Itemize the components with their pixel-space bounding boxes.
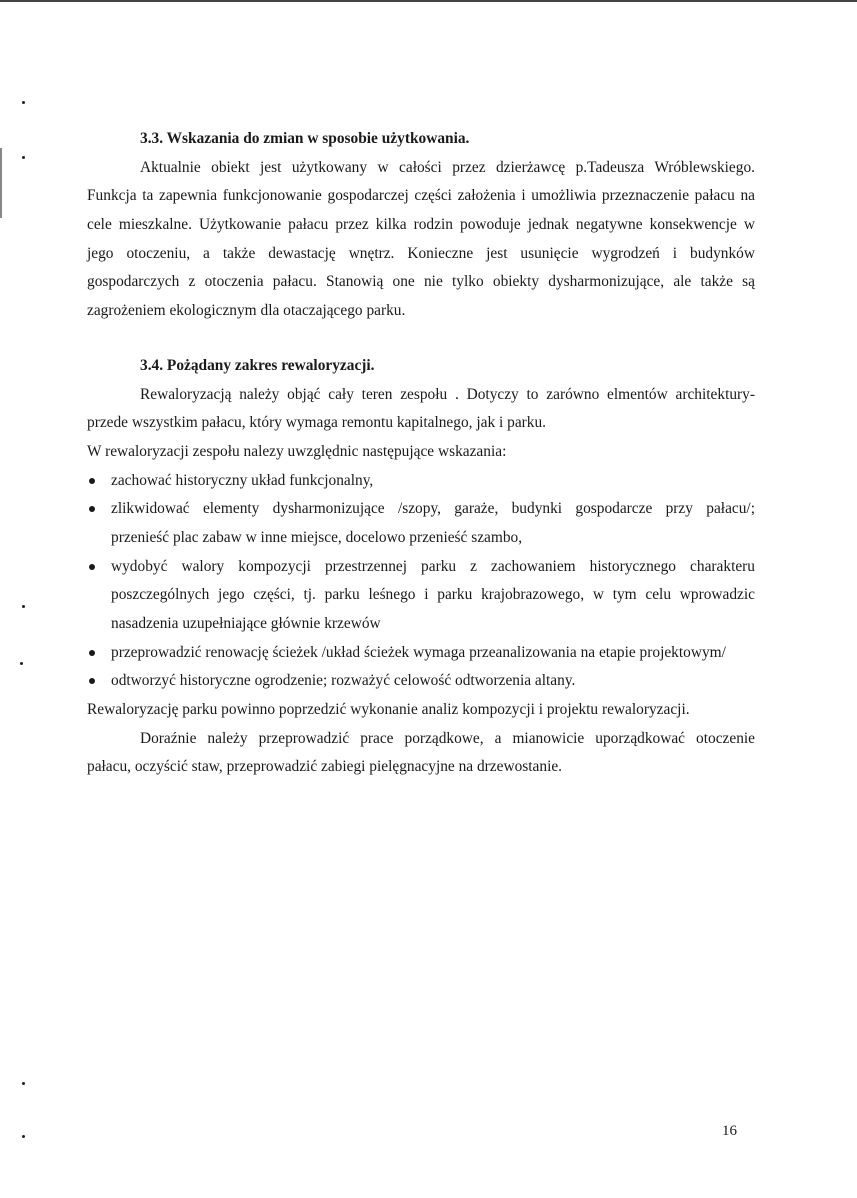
list-item-text: wydobyć walory kompozycji przestrzennej parku z zachowaniem historycznego charakteru xyxy=(111,557,755,575)
scan-speck xyxy=(20,662,23,665)
list-item xyxy=(87,639,755,668)
section-heading-3-3: 3.3. Wskazania do zmian w sposobie użytkowania. xyxy=(140,130,470,147)
scan-speck xyxy=(22,1082,25,1085)
list-item xyxy=(87,667,755,696)
document-page xyxy=(87,125,755,782)
list-item-text: zlikwidować elementy dysharmonizujące /szopy, garaże, budynki gospodarcze przy pałacu/; xyxy=(111,500,755,518)
paragraph-line: cele mieszkalne. Użytkowanie pałacu przez kilka rodzin powoduje jednak negatywne konsekwencje w xyxy=(87,216,755,234)
section-heading-3-4: 3.4. Pożądany zakres rewaloryzacji. xyxy=(140,356,375,374)
list-item-continuation: poszczególnych jego części, tj. parku leśnego i parku krajobrazowego, w tym celu wprowadzic xyxy=(111,586,755,604)
paragraph-line: Rewaloryzacją należy objąć cały teren zespołu . Dotyczy to zarówno elmentów architektury- xyxy=(140,385,755,403)
paragraph-line: przede wszystkim pałacu, który wymaga remontu kapitalnego, jak i parku. xyxy=(87,414,547,432)
scan-left-edge-mark xyxy=(0,148,2,218)
bullet-icon xyxy=(89,678,95,684)
scan-speck xyxy=(22,1135,25,1138)
bullet-icon xyxy=(89,564,95,570)
paragraph-line: W rewaloryzacji zespołu nalezy uwzględnic następujące wskazania: xyxy=(87,442,507,460)
paragraph-line: Rewaloryzację parku powinno poprzedzić wykonanie analiz kompozycji i projektu rewaloryzacji. xyxy=(87,701,690,719)
scan-top-border xyxy=(0,0,857,2)
list-item xyxy=(87,495,755,524)
paragraph-line: jego otoczeniu, a także dewastację wnętrz. Konieczne jest usunięcie wygrodzeń i budynków xyxy=(87,244,755,262)
scan-speck xyxy=(22,605,25,608)
bullet-icon xyxy=(89,506,95,512)
paragraph-line: Funkcja ta zapewnia funkcjonowanie gospodarczej części założenia i umożliwia przeznaczenie pałacu na xyxy=(87,187,755,205)
scan-speck xyxy=(22,101,25,104)
paragraph-line: Aktualnie obiekt jest użytkowany w całości przez dzierżawcę p.Tadeusza Wróblewskiego. xyxy=(140,158,755,176)
bullet-icon xyxy=(89,478,95,484)
paragraph-line: pałacu, oczyścić staw, przeprowadzić zabiegi pielęgnacyjne na drzewostanie. xyxy=(87,758,563,776)
paragraph-line: zagrożeniem ekologicznym dla otaczającego parku. xyxy=(87,302,406,320)
bullet-icon xyxy=(89,650,95,656)
scan-speck xyxy=(22,156,25,159)
list-item-text: przeprowadzić renowację ścieżek /układ ścieżek wymaga przeanalizowania na etapie projektowym/ xyxy=(111,643,726,661)
list-item-continuation: przenieść plac zabaw w inne miejsce, docelowo przenieść szambo, xyxy=(111,528,523,546)
list-item-text: zachować historyczny układ funkcjonalny, xyxy=(111,471,374,489)
list-item xyxy=(87,467,755,496)
paragraph-line: gospodarczych z otoczenia pałacu. Stanowią one nie tylko obiekty dysharmonizujące, ale także są xyxy=(87,273,755,291)
list-item xyxy=(87,553,755,582)
page-number: 16 xyxy=(722,1123,737,1139)
list-item-continuation: nasadzenia uzupełniające głównie krzewów xyxy=(111,615,381,632)
paragraph-line: Doraźnie należy przeprowadzić prace porządkowe, a mianowicie uporządkować otoczenie xyxy=(140,729,755,747)
list-item-text: odtworzyć historyczne ogrodzenie; rozważyć celowość odtworzenia altany. xyxy=(111,672,576,690)
